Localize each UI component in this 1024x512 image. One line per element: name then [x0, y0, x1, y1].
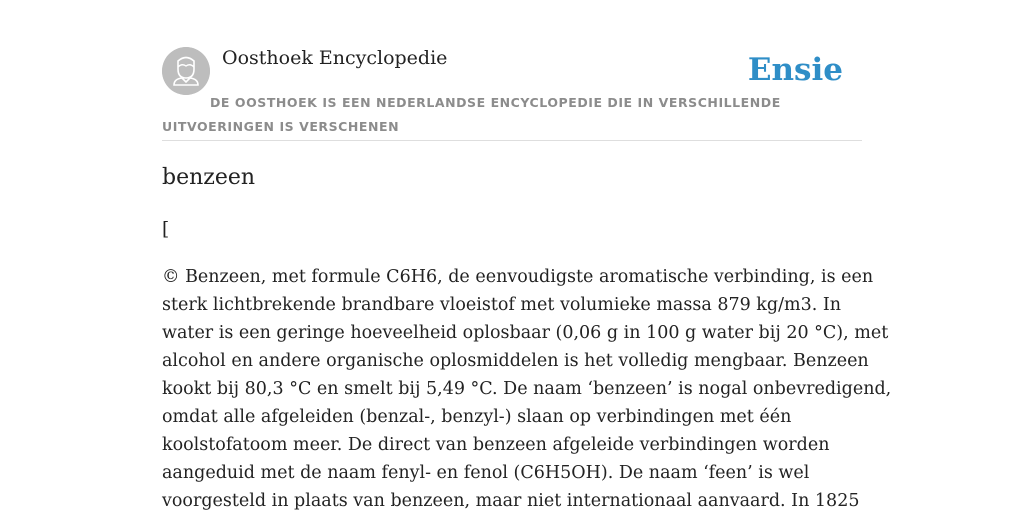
- article-line: kookt bij 80,3 °C en smelt bij 5,49 °C. De naam ‘benzeen’ is nogal onbevredigend,: [162, 379, 892, 399]
- source-name[interactable]: Oosthoek Encyclopedie: [222, 47, 448, 69]
- article-line: omdat alle afgeleiden (benzal-, benzyl-) slaan op verbindingen met één: [162, 407, 792, 427]
- article-line: © Benzeen, met formule C6H6, de eenvoudigste aromatische verbinding, is een: [162, 267, 874, 287]
- article-bracket: [: [162, 219, 170, 240]
- article-line: alcohol en andere organische oplosmiddelen is het volledig mengbaar. Benzeen: [162, 351, 869, 371]
- article-body: [162, 263, 892, 512]
- source-header: [162, 46, 862, 141]
- user-avatar-icon[interactable]: [162, 47, 210, 95]
- article-line: sterk lichtbrekende brandbare vloeistof met volumieke massa 879 kg/m3. In: [162, 295, 842, 315]
- article-line: koolstofatoom meer. De direct van benzeen afgeleide verbindingen worden: [162, 435, 830, 455]
- article-line: voorgesteld in plaats van benzeen, maar niet internationaal aanvaard. In 1825: [162, 491, 860, 511]
- brand-logo-link[interactable]: Ensie: [747, 52, 843, 88]
- source-tagline: DE OOSTHOEK IS EEN NEDERLANDSE ENCYCLOPEDIE DIE IN VERSCHILLENDE UITVOERINGEN IS VERSCHENEN: [162, 95, 781, 134]
- article-title: benzeen: [162, 165, 256, 190]
- article-line: water is een geringe hoeveelheid oplosbaar (0,06 g in 100 g water bij 20 °C), met: [162, 323, 889, 343]
- article-line: aangeduid met de naam fenyl- en fenol (C6H5OH). De naam ‘feen’ is wel: [162, 463, 810, 483]
